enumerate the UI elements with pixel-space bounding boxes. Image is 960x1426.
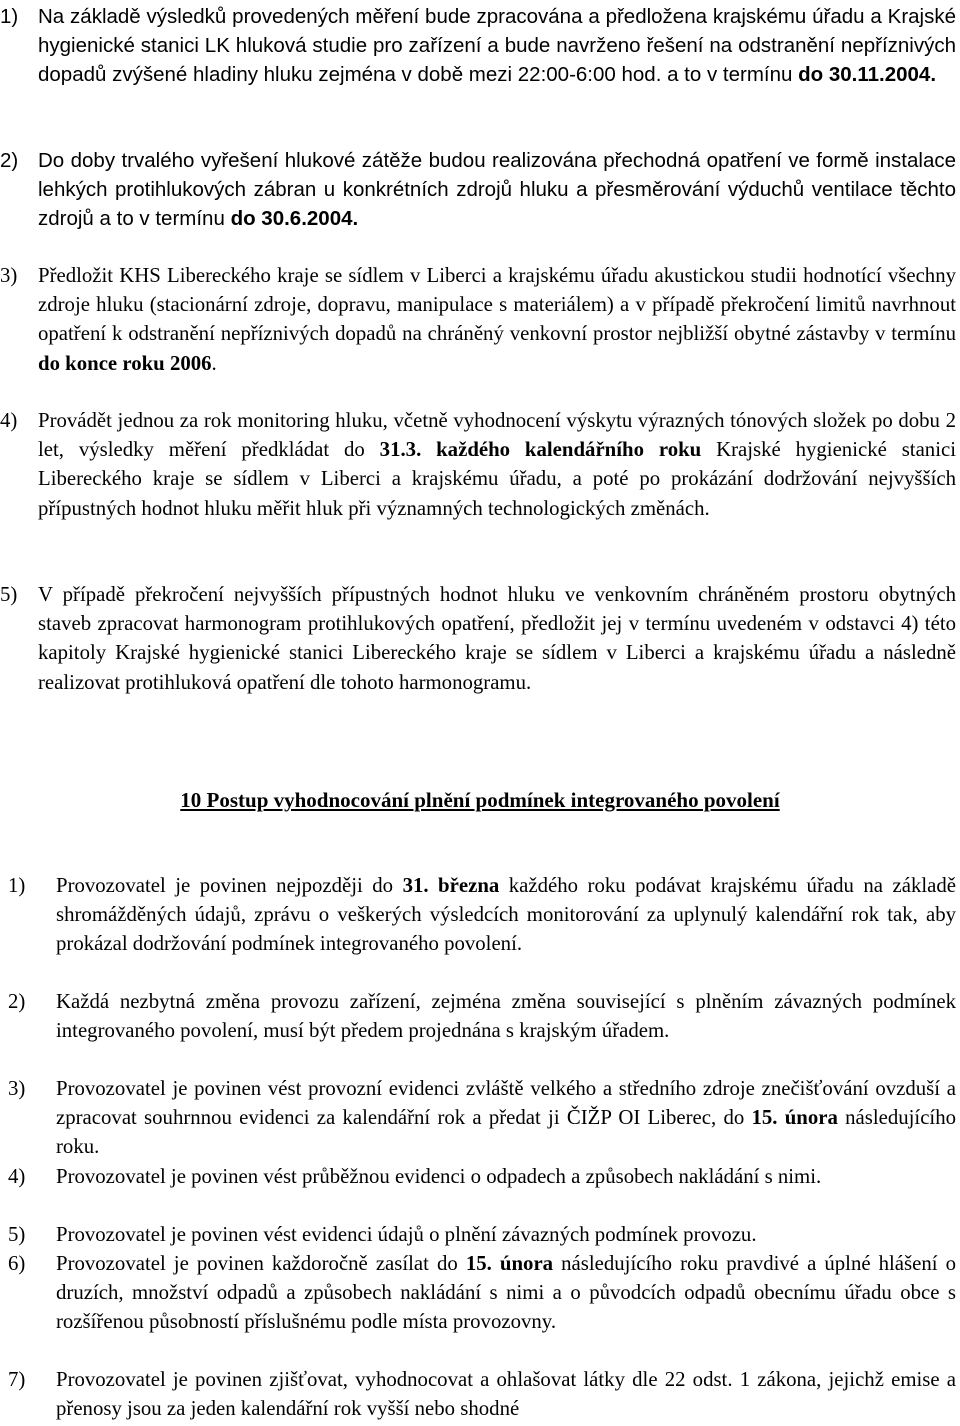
list-item: [8, 1249, 956, 1337]
item-text-after: Krajské hygienické stanici Libereckého kraje se sídlem v Liberci a krajskému úřadu, a poté po prokázání dodržování nejvyšších přípustných hodnot hluku měřit hluk při významných technologických změnách.: [38, 438, 956, 520]
item-text: Provozovatel je povinen zjišťovat, vyhodnocovat a ohlašovat látky dle 22 odst. 1 zákona, jejichž emise a přenosy jsou za jeden kalendářní rok vyšší nebo shodné: [56, 1368, 956, 1421]
item-number: 4): [0, 409, 18, 432]
list-item: [8, 987, 956, 1045]
item-text: Provádět jednou za rok monitoring hluku, včetně vyhodnocení výskytu výrazných tónových složek po dobu 2 let, výsledky měření předkládat do: [38, 409, 956, 462]
item-text-after: .: [211, 351, 217, 375]
item-deadline: 31.3. každého kalendářního roku: [379, 438, 702, 462]
item-text: V případě překročení nejvyšších přípustných hodnot hluku ve venkovním chráněném prostoru obytných staveb zpracovat harmonogram protihlukových opatření, předložit jej v termínu uvedeném v odstavci 4) této kapitoly Krajské hygienické stanici Libereckého kraje se sídlem v Liberci a krajskému úřadu a následně realizovat protihluková opatření dle tohoto harmonogramu.: [38, 583, 956, 694]
item-number: 7): [8, 1368, 26, 1391]
item-text-after: následujícího roku pravdivé a úplné hlášení o druzích, množství odpadů a způsobech nakládání s nimi a o původcích odpadů obecnímu úřadu obce s rozšířenou působností příslušnému podle místa provozovny.: [56, 1252, 956, 1334]
item-number: 5): [0, 583, 18, 606]
item-deadline: 31. března: [402, 874, 500, 897]
section-heading: 10 Postup vyhodnocování plnění podmínek integrovaného povolení: [180, 788, 780, 812]
item-number: 1): [8, 874, 26, 897]
item-number: 3): [0, 264, 18, 287]
item-text: Provozovatel je povinen vést průběžnou evidenci o odpadech a způsobech nakládání s nimi.: [56, 1165, 822, 1188]
item-deadline: do konce roku 2006: [38, 351, 212, 375]
item-number: 4): [8, 1165, 26, 1188]
item-text: Provozovatel je povinen vést provozní evidenci zvláště velkého a středního zdroje znečišťování ovzduší a zpracovat souhrnnou evidenci za kalendářní rok a předat ji ČIŽP OI Liberec, do: [56, 1077, 956, 1130]
item-number: 2): [0, 149, 19, 172]
item-number: 6): [8, 1252, 26, 1275]
list-item: [8, 1365, 956, 1423]
list-item: [0, 580, 956, 697]
list-item: [0, 406, 956, 523]
list-item: [8, 1074, 956, 1162]
item-deadline: 15. února: [751, 1106, 838, 1130]
item-number: 5): [8, 1223, 26, 1246]
item-text-after: každého roku podávat krajskému úřadu na základě shromážděných údajů, zprávu o veškerých výsledcích monitorování za uplynulý kalendářní rok tak, aby prokázal dodržování podmínek integrovaného povolení.: [56, 874, 957, 956]
item-number: 1): [0, 5, 19, 28]
item-text: Do doby trvalého vyřešení hlukové zátěže budou realizována přechodná opatření ve formě instalace lehkých protihlukových zábran u konkrétních zdrojů hluku a přesměrování výduchů ventilace těchto zdrojů a to v termínu: [38, 149, 956, 230]
list-item: [8, 871, 957, 959]
list-item: [0, 261, 956, 378]
list-item: [0, 2, 956, 89]
item-text-after: následujícího roku.: [56, 1106, 956, 1159]
item-number: 2): [8, 990, 26, 1013]
list-item: [8, 1220, 956, 1249]
item-text: Provozovatel je povinen nejpozději do: [56, 874, 403, 897]
item-deadline: do 30.6.2004.: [230, 207, 359, 230]
item-text: Provozovatel je povinen každoročně zasílat do: [56, 1252, 466, 1275]
item-text: Na základě výsledků provedených měření bude zpracována a předložena krajskému úřadu a Krajské hygienické stanici LK hluková studie pro zařízení a bude navrženo řešení na odstranění nepříznivých dopadů zvýšené hladiny hluku zejména v době mezi 22:00-6:00 hod. a to v termínu: [38, 5, 956, 86]
list-item: [8, 1162, 956, 1191]
item-text: Předložit KHS Libereckého kraje se sídlem v Liberci a krajskému úřadu akustickou studii hodnotící všechny zdroje hluku (stacionární zdroje, dopravu, manipulace s materiálem) a v případě překročení limitů navrhnout opatření k odstranění nepříznivých dopadů na chráněný venkovní prostor nejbližší obytné zástavby v termínu: [38, 264, 956, 346]
item-deadline: do 30.11.2004.: [798, 63, 937, 86]
item-deadline: 15. února: [465, 1252, 554, 1275]
item-number: 3): [8, 1077, 26, 1100]
list-item: [0, 146, 956, 233]
item-text: Každá nezbytná změna provozu zařízení, zejména změna související s plněním závazných podmínek integrovaného povolení, musí být předem projednána s krajským úřadem.: [56, 990, 956, 1043]
item-text: Provozovatel je povinen vést evidenci údajů o plnění závazných podmínek provozu.: [56, 1223, 757, 1246]
